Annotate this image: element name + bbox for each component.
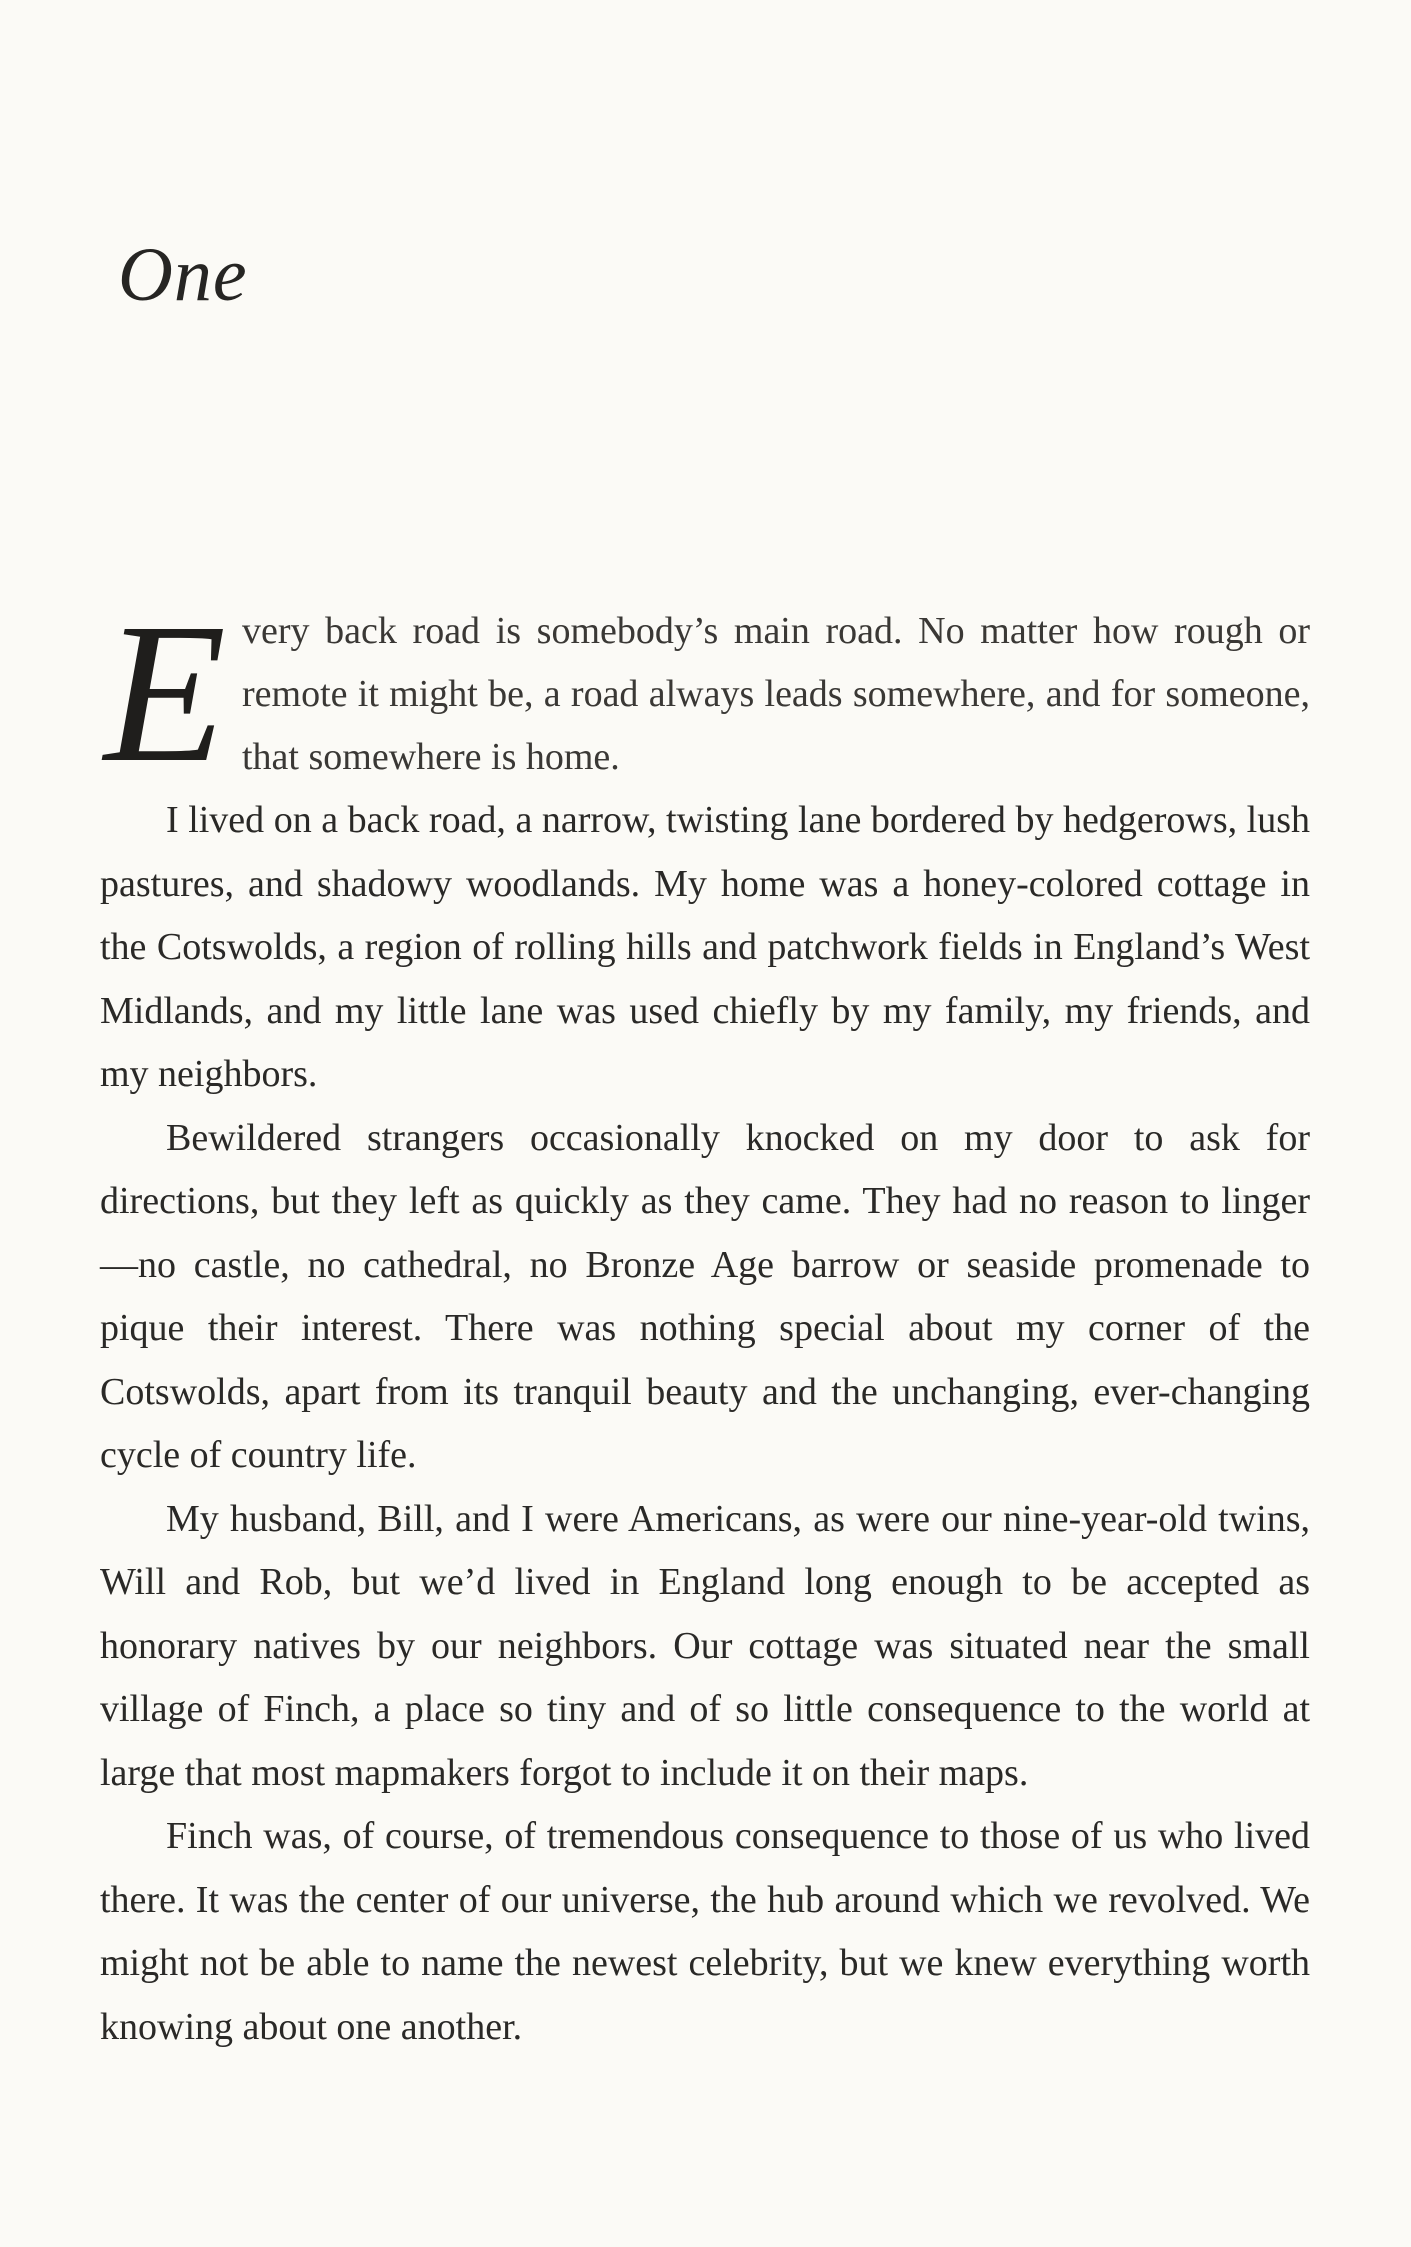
drop-cap: E	[104, 583, 227, 804]
chapter-title: One	[118, 233, 248, 317]
paragraph: My husband, Bill, and I were Americans, as were our nine-year-old twins, Will and Rob, but we’d lived in England long enough to be accepted as honorary natives by our neighbors. Our cottage was situated near the small village of Finch, a place so tiny and of so little consequence to the world at large that most mapmakers forgot to include it on their maps.	[100, 1497, 1310, 1794]
paragraph: Finch was, of course, of tremendous consequence to those of us who lived there. It was the center of our universe, the hub around which we revolved. We might not be able to name the newest celebrity, but we knew everything worth knowing about one another.	[100, 1815, 1310, 2048]
chapter-text	[100, 583, 1310, 2059]
paragraph: I lived on a back road, a narrow, twisting lane bordered by hedgerows, lush pastures, and shadowy woodlands. My home was a honey-colored cottage in the Cotswolds, a region of rolling hills and patchwork fields in England’s West Midlands, and my little lane was used chiefly by my family, my friends, and my neighbors.	[100, 799, 1310, 1095]
opening-paragraph-text: very back road is somebody’s main road. No matter how rough or remote it might be, a road always leads somewhere, and for someone, that somewhere is home.	[242, 610, 1310, 778]
opening-paragraph	[100, 583, 1310, 804]
paragraph: Bewildered strangers occasionally knocked on my door to ask for directions, but they left as quickly as they came. They had no reason to linger—no castle, no cathedral, no Bronze Age barrow or seaside promenade to pique their interest. There was nothing special about my corner of the Cotswolds, apart from its tranquil beauty and the unchanging, ever-changing cycle of country life.	[100, 1116, 1310, 1476]
